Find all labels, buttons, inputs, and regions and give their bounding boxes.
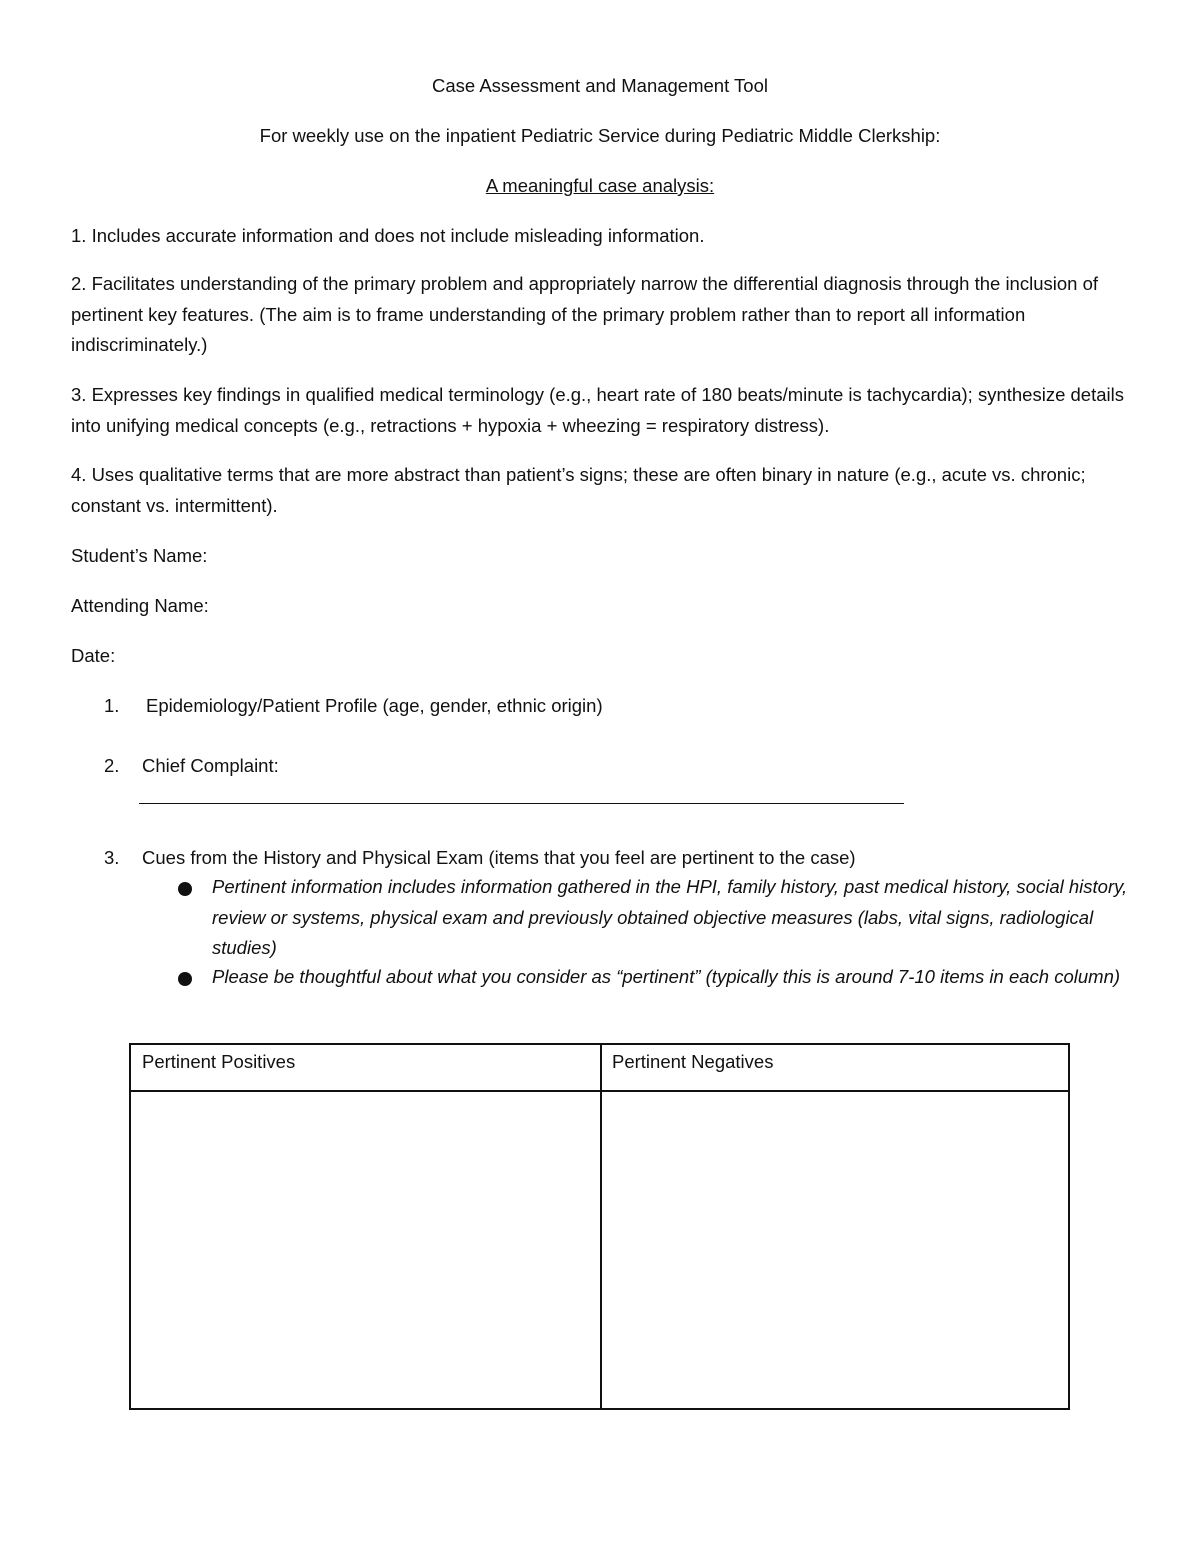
bullet-dot-icon [178,972,192,986]
criterion-1: 1. Includes accurate information and does not include misleading information. [71,225,705,246]
item-number: 3. [104,847,120,868]
table-header-pertinent-positives: Pertinent Positives [142,1051,296,1072]
student-name-label: Student’s Name: [71,545,208,566]
pertinent-positives-cell[interactable] [131,1092,600,1408]
bullet-dot-icon [178,882,192,896]
item-text: Chief Complaint: [142,755,279,776]
item-text: Epidemiology/Patient Profile (age, gender, ethnic origin) [146,695,603,716]
item-number: 1. [104,695,120,716]
page-title: Case Assessment and Management Tool [432,75,768,96]
item-number: 2. [104,755,120,776]
criterion-4: 4. Uses qualitative terms that are more abstract than patient’s signs; these are often binary in nature (e.g., acute vs. chronic; constant vs. intermittent). [71,464,1086,516]
section-heading-text: A meaningful case analysis: [485,175,715,196]
section-heading [0,175,1200,197]
page-subtitle: For weekly use on the inpatient Pediatric Service during Pediatric Middle Clerkship: [259,125,941,146]
pertinent-negatives-cell[interactable] [602,1092,1068,1408]
bullet-item-1: Pertinent information includes information gathered in the HPI, family history, past medical history, social history, review or systems, physical exam and previously obtained objective measures (labs, vital signs, radiological studies) [212,876,1128,958]
criterion-3: 3. Expresses key findings in qualified medical terminology (e.g., heart rate of 180 beats/minute is tachycardia); synthesize details into unifying medical concepts (e.g., retractions + hypoxia + wheezing = respiratory distress). [71,384,1124,436]
date-label: Date: [71,645,116,666]
table-header-pertinent-negatives: Pertinent Negatives [612,1051,774,1072]
bullet-item-2: Please be thoughtful about what you consider as “pertinent” (typically this is around 7-10 items in each column) [212,966,1121,987]
item-text: Cues from the History and Physical Exam (items that you feel are pertinent to the case) [142,847,856,868]
criterion-2: 2. Facilitates understanding of the primary problem and appropriately narrow the differential diagnosis through the inclusion of pertinent key features. (The aim is to frame understanding of the primary problem rather than to report all information indiscriminately.) [71,273,1099,355]
chief-complaint-answer-line[interactable] [139,803,904,804]
pertinent-findings-table [129,1043,1070,1410]
attending-name-label: Attending Name: [71,595,209,616]
